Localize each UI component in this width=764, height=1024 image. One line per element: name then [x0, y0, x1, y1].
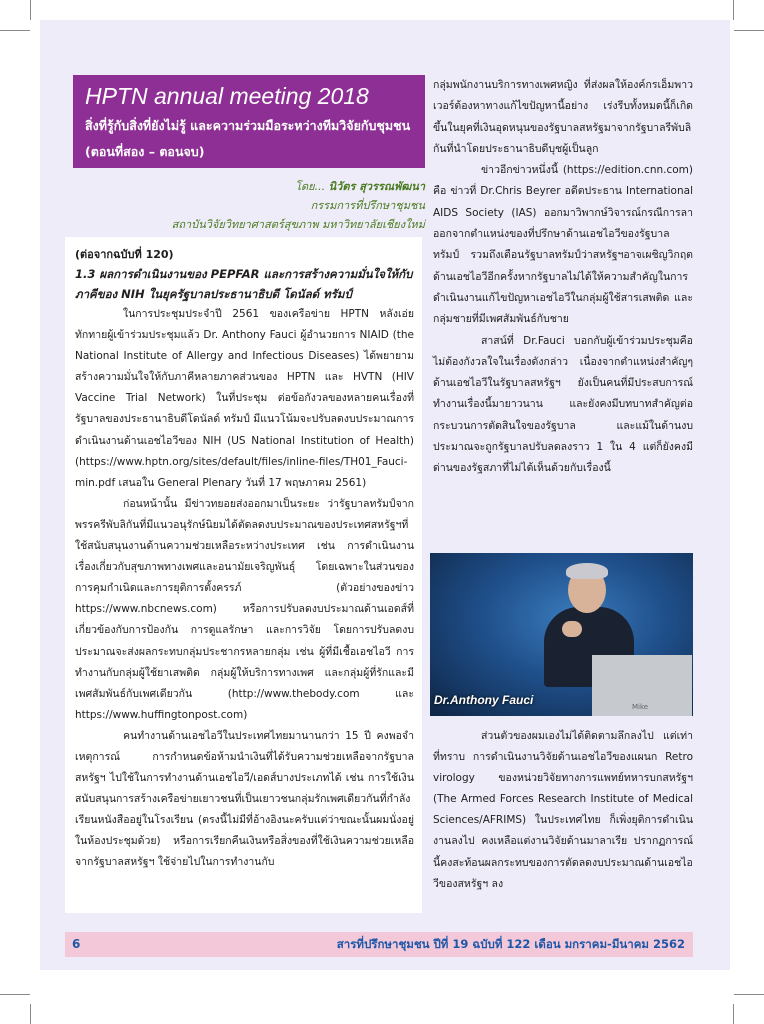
- speaker-hand: [562, 621, 582, 637]
- author-affiliation: สถาบันวิจัยวิทยาศาสตร์สุขภาพ มหาวิทยาลัยเชียงใหม่: [171, 218, 425, 231]
- publication-info: สารที่ปรึกษาชุมชน ปีที่ 19 ฉบับที่ 122 เดือน มกราคม-มีนาคม 2562: [336, 937, 685, 951]
- crop-mark: [733, 0, 734, 20]
- byline: [73, 177, 425, 234]
- right-column: [433, 75, 693, 480]
- speaker-hair: [566, 563, 608, 579]
- author-prefix: โดย...: [295, 180, 326, 193]
- body-paragraph: ในการประชุมประจำปี 2561 ของเครือข่าย HPTN หลังเอ่ยทักทายผู้เข้าร่วมประชุมแล้ว Dr. Anthony Fauci ผู้อำนวยการ NIAID (the National Institute of Allergy and Infectious Diseases) ได้พยายามสร้างความมั่นใจให้กับภาคีหลายภาคส่วนของ HPTN และ HVTN (HIV Vaccine Trial Network) ในที่ประชุม ต่อข้อกังวลของหลายคนเรื่องที่รัฐบาลของประธานาธิบดีโดนัลด์ ทรัมป์ มีแนวโน้มจะปรับลดงบประมาณการดำเนินงานด้านเอชไอวีของ NIH (US National Institution of Health) (https://www.hptn.org/sites/default/files/inline-files/TH01_Fauci-min.pdf เสนอใน General Plenary วันที่ 17 พฤษภาคม 2561): [75, 308, 414, 489]
- right-column-lower: [433, 726, 693, 895]
- crop-mark: [734, 994, 764, 995]
- author-name: นิวัตร สุวรรณพัฒนา: [328, 180, 425, 193]
- crop-mark: [733, 1004, 734, 1024]
- photo-caption: Dr.Anthony Fauci: [434, 693, 534, 707]
- article-title-banner: [73, 75, 425, 168]
- author-line: [73, 177, 425, 196]
- body-paragraph: ข่าวอีกข่าวหนึ่งนี้ (https://edition.cnn.com) คือ ข่าวที่ Dr.Chris Beyrer อดีตประธาน International AIDS Society (IAS) ออกมาวิพากษ์วิจารณ์กรณีการลาออกจากตำแหน่งของที่ปรึกษาด้านเอชไอวีของรัฐบาลทรัมป์ รวมถึงเตือนรัฐบาลทรัมป์ว่าสหรัฐฯอาจเผชิญวิกฤตด้านเอชไอวีอีกครั้งหากรัฐบาลไม่ได้ให้ความสำคัญในการดำเนินงานแก้ไขปัญหาเอชไอวีในกลุ่มผู้ใช้สารเสพติด และกลุ่มชายที่มีเพศสัมพันธ์กับชาย: [433, 164, 693, 326]
- crop-mark: [0, 994, 30, 995]
- body-paragraph: ส่วนตัวของผมเองไม่ได้ติดตามลึกลงไป แต่เท่าที่ทราบ การดำเนินงานวิจัยด้านเอชไอวีของแผนก Retro virology ของหน่วยวิจัยทางการแพทย์ทหารบกสหรัฐฯ (The Armed Forces Research Institute of Medical Sciences/AFRIMS) ในประเทศไทย ก็เพิ่งยุติการดำเนินงานลงไป คงเหลือแต่งานวิจัยด้านมาลาเรีย ปรากฏการณ์นี้คงสะท้อนผลกระทบของการตัดลดงบประมาณด้านเอชไอวีของสหรัฐฯ ลง: [433, 730, 693, 890]
- crop-mark: [734, 30, 764, 31]
- article-title: HPTN annual meeting 2018: [85, 83, 369, 109]
- body-paragraph: สาสน์ที่ Dr.Fauci บอกกับผู้เข้าร่วมประชุมคือ ไม่ต้องกังวลใจในเรื่องดังกล่าว เนื่องจากตำแหน่งสำคัญๆ ด้านเอชไอวีในรัฐบาลสหรัฐฯ ยังเป็นคนที่มีประสบการณ์ทำงานเรื่องนี้มายาวนาน และยังคงมีบทบาทสำคัญต่อกระบวนการตัดสินใจของรัฐบาล และแม้ในด้านงบประมาณจะถูกรัฐบาลปรับลดลงราว 1 ใน 4 แต่ก็ยังคงมีด่านของรัฐสภาที่ไม่ได้เห็นด้วยกับเรื่องนี้: [433, 334, 693, 475]
- author-role: กรรมการที่ปรึกษาชุมชน: [310, 199, 425, 212]
- speaker-photo: [430, 553, 693, 716]
- body-paragraph: กลุ่มพนักงานบริการทางเพศหญิง ที่ส่งผลให้องค์กรเอ็มพาวเวอร์ต้องหาทางแก้ไขปัญหานี้อย่าง เร่งรีบทั้งหมดนี้ก็เกิดขึ้นในยุคที่เงินอุดหนุนของรัฐบาลสหรัฐมาจากรัฐบาลรีพับลิกันที่นำโดยประธานาธิบดีบุชผู้เป็นลูก: [433, 79, 693, 155]
- section-heading: 1.3 ผลการดำเนินงานของ PEPFAR และการสร้างความมั่นใจให้กับภาคีของ NIH ในยุครัฐบาลประธานาธิบดี โดนัลด์ ทรัมป์: [75, 267, 413, 301]
- crop-mark: [30, 1004, 31, 1024]
- page-number: 6: [72, 937, 81, 951]
- crop-mark: [30, 0, 31, 20]
- podium-label: Mike: [632, 703, 649, 711]
- left-column-box: [65, 237, 422, 913]
- page-footer: [65, 932, 693, 957]
- article-subtitle: สิ่งที่รู้กับสิ่งที่ยังไม่รู้ และความร่วมมือระหว่างทีมวิจัยกับชุมชน (ตอนที่สอง – ตอนจบ): [85, 118, 411, 159]
- body-paragraph: คนทำงานด้านเอชไอวีในประเทศไทยมานานกว่า 15 ปี คงพอจำเหตุการณ์ การกำหนดข้อห้ามนำเงินที่ได้รับความช่วยเหลือจากรัฐบาลสหรัฐฯ ไปใช้ในการทำงานด้านเอชไอวี/เอดส์บางประเภทได้ เช่น การใช้เงินสนับสนุนการสร้างเครือข่ายเยาวชนที่เป็นเยาวชนกลุ่มรักเพศเดียวกันที่กำลังเรียนหนังสืออยู่ในโรงเรียน (ตรงนี้ไม่มีที่อ้างอิงนะครับแต่ว่าขณะนั้นผมนั่งอยู่ในห้องประชุมด้วย) หรือการเรียกคืนเงินหรือสิ่งของที่ใช้เงินความช่วยเหลือจากรัฐบาลสหรัฐฯ ใช้จ่ายไปในการทำงานกับ: [75, 729, 414, 869]
- crop-mark: [0, 30, 30, 31]
- continued-note: (ต่อจากฉบับที่ 120): [75, 248, 174, 261]
- body-paragraph: ก่อนหน้านั้น มีข่าวทยอยส่งออกมาเป็นระยะ ว่ารัฐบาลทรัมป์จากพรรครีพับลิกันที่มีแนวอนุรักษ์นิยมได้ตัดลดงบประมาณของประเทศสหรัฐฯที่ใช้สนับสนุนงานด้านความช่วยเหลือระหว่างประเทศ เช่น การดำเนินงานเรื่องเกี่ยวกับสุขภาพทางเพศและอนามัยเจริญพันธุ์ โดยเฉพาะในส่วนของการคุมกำเนิดและการยุติการตั้งครรภ์ (ตัวอย่างของข่าว https://www.nbcnews.com) หรือการปรับลดงบประมาณด้านเอดส์ที่เกี่ยวข้องกับการป้องกัน การดูแลรักษา และการวิจัย โดยการปรับลดงบประมาณจะส่งผลกระทบกลุ่มประชากรหลายกลุ่ม เช่น ผู้ที่มีเชื้อเอชไอวี การทำงานกับกลุ่มผู้ใช้ยาเสพติด กลุ่มผู้ให้บริการทางเพศ และกลุ่มผู้ที่รักและมีเพศสัมพันธ์กับเพศเดียวกัน (http://www.thebody.com และ https://www.huffingtonpost.com): [75, 497, 414, 721]
